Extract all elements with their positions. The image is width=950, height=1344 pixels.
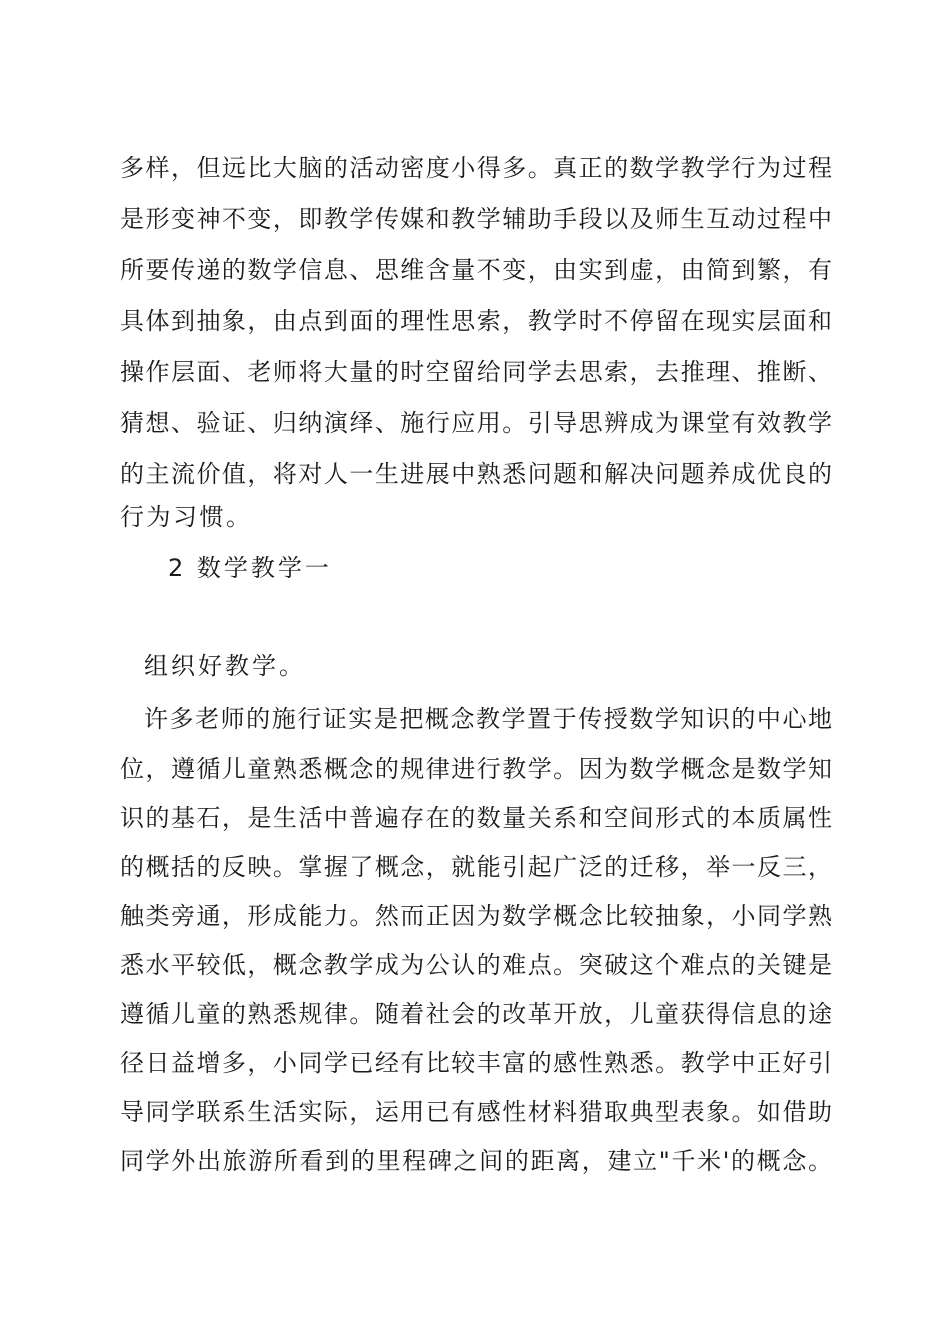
paragraph-line: 所要传递的数学信息、思维含量不变，由实到虚，由简到繁，有	[120, 256, 832, 284]
paragraph-line: 操作层面、老师将大量的时空留给同学去思索，去推理、推断、	[120, 358, 832, 386]
paragraph-line: 具体到抽象，由点到面的理性思索，教学时不停留在现实层面和	[120, 307, 832, 335]
paragraph-line: 猜想、验证、归纳演绎、施行应用。引导思辨成为课堂有效教学	[120, 409, 832, 437]
section-subheading: 组织好教学。	[144, 652, 306, 680]
paragraph-line: 识的基石，是生活中普遍存在的数量关系和空间形式的本质属性	[120, 804, 832, 832]
paragraph-line: 触类旁通，形成能力。然而正因为数学概念比较抽象，小同学熟	[120, 902, 832, 930]
paragraph-line: 位，遵循儿童熟悉概念的规律进行教学。因为数学概念是数学知	[120, 755, 832, 783]
paragraph-line: 的主流价值，将对人一生进展中熟悉问题和解决问题养成优良的	[120, 460, 832, 488]
paragraph-line: 行为习惯。	[120, 503, 253, 531]
paragraph-line: 导同学联系生活实际，运用已有感性材料猎取典型表象。如借助	[120, 1098, 832, 1126]
paragraph-line: 径日益增多，小同学已经有比较丰富的感性熟悉。教学中正好引	[120, 1049, 832, 1077]
paragraph-line: 悉水平较低，概念教学成为公认的难点。突破这个难点的关键是	[120, 951, 832, 979]
paragraph-line: 遵循儿童的熟悉规律。随着社会的改革开放，儿童获得信息的途	[120, 1000, 832, 1028]
paragraph-line: 许多老师的施行证实是把概念教学置于传授数学知识的中心地	[144, 705, 832, 733]
paragraph-line: 的概括的反映。掌握了概念，就能引起广泛的迁移，举一反三，	[120, 853, 832, 881]
paragraph-line: 同学外出旅游所看到的里程碑之间的距离，建立"千米'的概念。	[120, 1147, 832, 1175]
section-heading: 2 数学教学一	[168, 554, 332, 582]
paragraph-line: 是形变神不变，即教学传媒和教学辅助手段以及师生互动过程中	[120, 205, 832, 233]
paragraph-line: 多样，但远比大脑的活动密度小得多。真正的数学教学行为过程	[120, 154, 832, 182]
